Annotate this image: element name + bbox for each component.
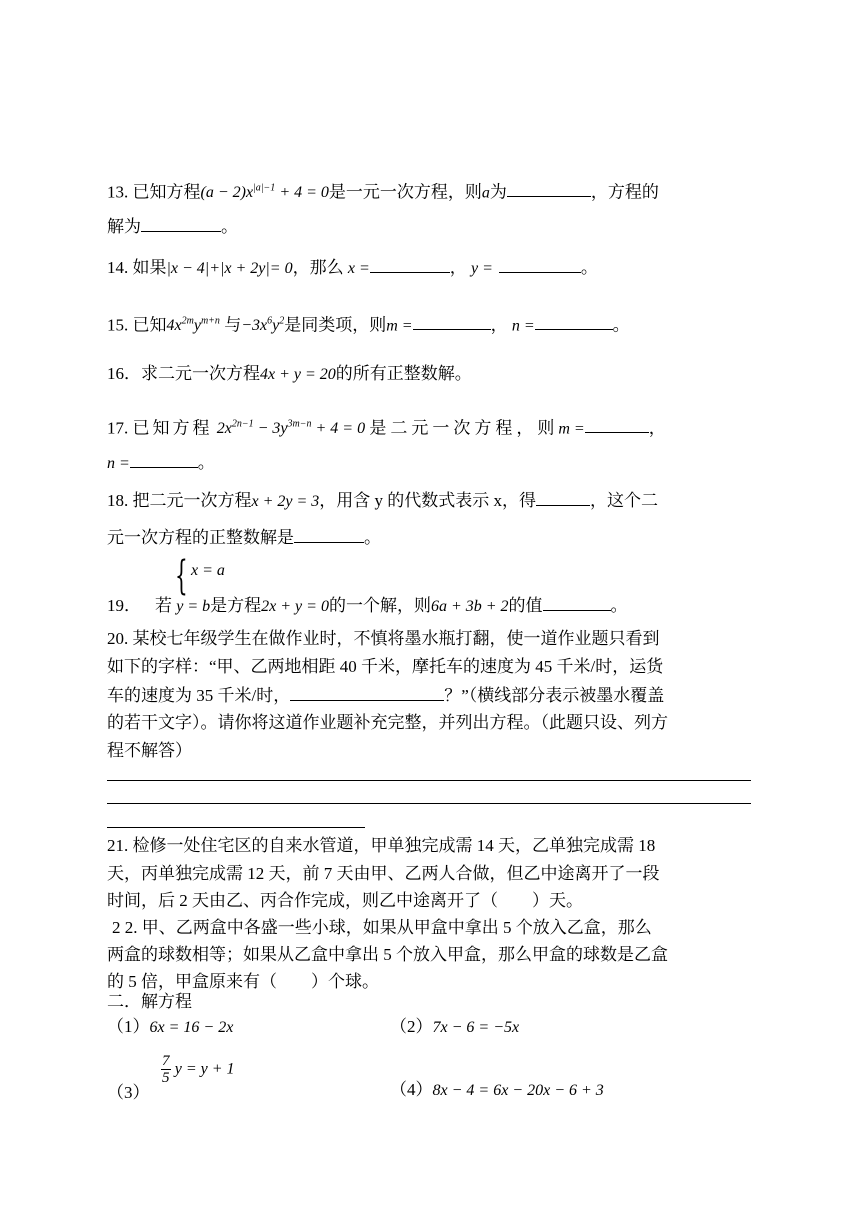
q19-blank[interactable]: [543, 594, 611, 611]
answer-line-3[interactable]: [107, 827, 365, 828]
question-number: 13.: [107, 182, 129, 202]
q14-end: 。: [580, 258, 598, 277]
question-number: 18.: [107, 491, 129, 510]
question-19: [107, 594, 628, 618]
problem-3-fraction: [161, 1053, 235, 1086]
q14-y-eq: y =: [471, 260, 493, 277]
question-number: 14.: [107, 258, 129, 277]
q15-n-blank[interactable]: [535, 313, 613, 330]
q19-expression: 6a + 3b + 2: [430, 598, 509, 615]
q13-answer-blank-2[interactable]: [141, 215, 221, 232]
q17-n-blank[interactable]: [130, 451, 198, 468]
q22-line-2: 两盒的球数相等；如果从乙盒中拿出 5 个放入甲盒，那么甲盒的球数是乙盒: [107, 945, 668, 964]
q14-sep: ，: [449, 258, 467, 277]
q18-line2-text: 元一次方程的正整数解是: [107, 528, 294, 547]
question-number: 17.: [107, 418, 129, 438]
q15-sep: ，: [490, 315, 508, 335]
q18-text-c: ，这个二: [590, 491, 659, 510]
q13-equation: $(a - 2)x^{|a|-1} + 4 = 0$: [200, 183, 329, 202]
q17-equation: $2x^{2n-1} - 3y^{3m-n} + 4 = 0$: [216, 419, 366, 438]
question-18-line2: [107, 526, 381, 549]
problem-4-equation: 8x − 4 = 6x − 20x − 6 + 3: [432, 1082, 604, 1099]
q13-line2-end: 。: [221, 217, 238, 236]
question-16: [107, 363, 472, 386]
question-number: 19．: [107, 596, 141, 615]
q15-text-a: 已知: [132, 315, 167, 335]
question-13-line2: [107, 215, 238, 238]
question-15: [107, 311, 630, 337]
problem-3-label: （3）: [107, 1083, 150, 1102]
section-2-title: 二．解方程: [107, 992, 192, 1011]
q20-line-3: [107, 684, 664, 707]
problem-1-equation: 6x = 16 − 2x: [149, 1019, 234, 1036]
q15-term-1: $4x^{2m}y^{m+n}$: [166, 316, 220, 335]
problem-2-equation: 7x − 6 = −5x: [432, 1019, 520, 1036]
q19-text-c: 的一个解，则: [328, 596, 431, 615]
q16-text-b: 的所有正整数解。: [335, 364, 472, 383]
q21-line-1: 21. 检修一处住宅区的自来水管道，甲单独完成需 14 天，乙单独完成需 18: [107, 836, 656, 855]
q15-n-eq: n =: [511, 317, 535, 335]
q18-blank-1[interactable]: [536, 489, 590, 506]
q15-m-blank[interactable]: [413, 313, 491, 330]
answer-line-1[interactable]: [107, 780, 751, 781]
q18-equation: x + 2y = 3: [251, 493, 320, 510]
q17-sep: ，: [648, 418, 666, 438]
q17-m-eq: m =: [558, 420, 585, 438]
q20-line-5: 程不解答）: [107, 741, 192, 760]
problem-4-label: （4）: [390, 1080, 433, 1099]
question-18-line1: [107, 489, 658, 513]
q14-x-blank[interactable]: [370, 256, 450, 273]
q22-line-3: 的 5 倍，甲盒原来有（ ）个球。: [107, 972, 379, 991]
q13-line2-text: 解为: [107, 217, 141, 236]
system-brace: {: [175, 553, 188, 599]
problem-2: [390, 1016, 519, 1039]
q15-term-2: $-3x^6y^2$: [241, 316, 285, 335]
q13-text-c: 为: [489, 182, 507, 202]
q17-end: 。: [197, 453, 215, 472]
q16-text-a: 求二元一次方程: [141, 364, 260, 383]
q14-y-blank[interactable]: [499, 256, 581, 273]
q13-var-a: a: [481, 184, 490, 202]
problem-4: [390, 1079, 604, 1102]
q17-n-eq: n =: [107, 455, 130, 472]
q14-text-b: ，那么: [292, 258, 344, 277]
q18-line2-end: 。: [364, 528, 381, 547]
q20-line-4: 的若干文字）。请你将这道作业题补充完整，并列出方程。（此题只设、列方: [107, 713, 668, 732]
q17-m-blank[interactable]: [585, 416, 649, 433]
q20-inline-blank[interactable]: [290, 684, 444, 701]
q22-line-1: 2 2. 甲、乙两盒中各盛一些小球，如果从甲盒中拿出 5 个放入乙盒，那么: [112, 918, 652, 937]
q15-text-c: 是同类项，则: [284, 315, 387, 335]
q18-blank-2[interactable]: [294, 526, 364, 543]
q17-text-b: 是二元一次方程，则: [369, 418, 559, 438]
q19-end: 。: [610, 596, 628, 615]
q15-m-eq: m =: [386, 317, 413, 335]
q19-text-a: 若: [155, 596, 172, 615]
fraction-denominator: 5: [162, 1070, 170, 1086]
q18-text-a: 把二元一次方程: [132, 491, 252, 510]
q21-line-2: 天，丙单独完成需 12 天，前 7 天由甲、乙两人合做，但乙中途离开了一段: [107, 864, 660, 883]
q14-text-a: 如果: [132, 258, 167, 277]
q19-text-d: 的值: [508, 596, 543, 615]
fraction-numerator: 7: [162, 1053, 170, 1069]
q17-text-a: 已知方程: [132, 418, 213, 438]
answer-line-2[interactable]: [107, 803, 751, 804]
q13-answer-blank-1[interactable]: [507, 180, 591, 197]
question-17-line1: [107, 414, 751, 440]
q19-system-bottom: y = b: [176, 598, 211, 615]
question-13-line1: [107, 178, 659, 204]
q14-x-eq: x =: [347, 260, 370, 277]
q20-line-1: 20. 某校七年级学生在做作业时，不慎将墨水瓶打翻，使一道作业题只看到: [107, 629, 660, 648]
q13-text-d: ，方程的: [590, 182, 659, 202]
q15-text-b: 与: [224, 315, 242, 335]
q19-system-top: x = a: [191, 562, 225, 579]
question-number: 15.: [107, 315, 129, 335]
q14-equation: |x − 4|+|x + 2y|= 0: [166, 260, 293, 277]
question-14: [107, 256, 598, 280]
q20-line3-b: ？”（横线部分表示被墨水覆盖: [444, 686, 665, 705]
question-17-line2: [107, 451, 215, 475]
problem-3-equation: y = y + 1: [174, 1060, 235, 1078]
q15-end: 。: [612, 315, 630, 335]
problem-1-label: （1）: [107, 1017, 150, 1036]
q18-text-b: ，用含 y 的代数式表示 x，得: [319, 491, 537, 510]
q21-line-3: 时间，后 2 天由乙、丙合作完成，则乙中途离开了（ ）天。: [107, 891, 583, 910]
q19-equation: 2x + y = 0: [261, 598, 329, 615]
problem-2-label: （2）: [390, 1017, 433, 1036]
q13-text-a: 已知方程: [132, 182, 201, 202]
q20-line3-a: 车的速度为 35 千米/时，: [107, 686, 291, 705]
q20-line-2: 如下的字样：“甲、乙两地相距 40 千米，摩托车的速度为 45 千米/时，运货: [107, 657, 664, 676]
q13-text-b: 是一元一次方程，则: [328, 182, 482, 202]
question-number: 16．: [107, 364, 141, 383]
problem-1: [107, 1016, 233, 1039]
q19-text-b: 是方程: [210, 596, 262, 615]
q16-equation: 4x + y = 20: [260, 366, 336, 383]
